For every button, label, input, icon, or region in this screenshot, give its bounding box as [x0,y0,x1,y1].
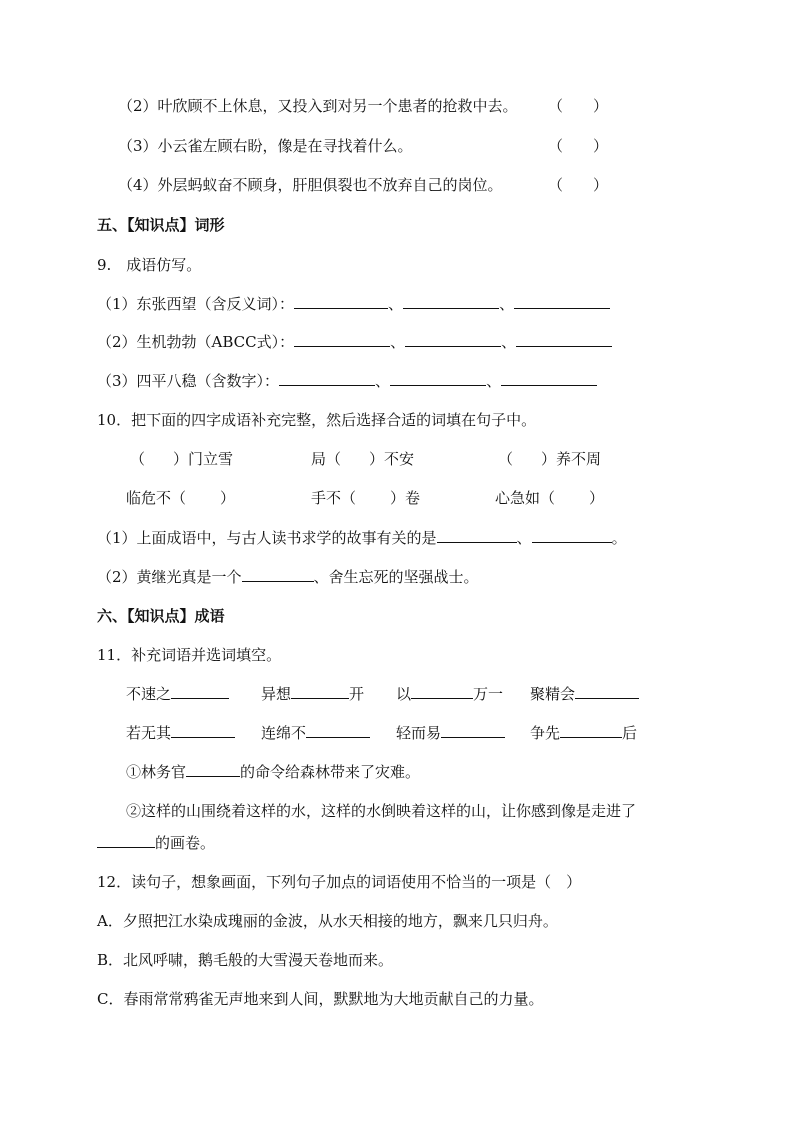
q10-idiom-1-post: ）门立雪 [173,450,234,468]
q8-item-2 [118,96,518,116]
q10-idiom-1-pre: （ [130,450,146,468]
q9-stem: 9. 成语仿写。 [97,256,202,274]
q10-sub-2-pre: （2）黄继光真是一个 [97,568,242,586]
q8-item-3-answer-paren[interactable]: （ ） [548,137,609,155]
q9-item-2-label: （2）生机勃勃（ABCC式）： [97,333,295,351]
q11-word-7-pre: 轻而易 [396,724,442,742]
section-5-title: 五、【知识点】词形 [97,216,225,234]
q11-word-8 [530,723,637,743]
q11-word-2 [261,684,364,704]
q11-sentence-2b-text: 的画卷。 [155,834,216,852]
q9-item-3-blank-2[interactable] [390,371,486,386]
q11-word-4-pre: 聚精会 [530,685,576,703]
q12-option-c[interactable]: C．春雨常常鸦雀无声地来到人间，默默地为大地贡献自己的力量。 [97,990,544,1008]
q10-idiom-2 [311,449,414,469]
q10-sub-2-blank[interactable] [242,567,314,582]
q11-sentence-1-post: 的命令给森林带来了灾难。 [240,763,421,781]
q11-word-6 [261,723,370,743]
q8-item-4 [118,175,503,195]
q8-item-2-text: （2）叶欣顾不上休息，又投入到对另一个患者的抢救中去。 [118,97,518,115]
q9-item-2-sep-2: 、 [501,333,517,351]
q10-idiom-6 [495,488,604,508]
q11-word-1 [126,684,229,704]
q9-item-2 [97,332,612,352]
q11-word-2-blank[interactable] [291,684,349,699]
q11-stem: 11．补充词语并选词填空。 [97,646,282,664]
q10-idiom-4-pre: 临危不（ [126,489,187,507]
q9-item-1-sep-1: 、 [388,295,404,313]
q9-item-1-sep-2: 、 [499,295,515,313]
q11-sentence-2b [97,833,215,853]
q10-sub-2-post: 、舍生忘死的坚强战士。 [313,568,479,586]
q10-idiom-5 [311,488,420,508]
q8-item-4-answer-paren[interactable]: （ ） [548,176,609,194]
q10-sub-1-blank-1[interactable] [437,528,517,543]
q10-idiom-3 [498,449,601,469]
q11-word-3-post: 万一 [473,685,504,703]
q10-sub-1-blank-2[interactable] [532,528,612,543]
q10-idiom-4-post: ） [220,489,236,507]
q11-word-4-blank[interactable] [575,684,639,699]
q11-word-5-blank[interactable] [171,723,235,738]
q8-item-3-text: （3）小云雀左顾右盼，像是在寻找着什么。 [118,137,413,155]
q9-item-1-label: （1）东张西望（含反义词）： [97,295,295,313]
section-6-title: 六、【知识点】成语 [97,607,225,625]
q11-word-6-pre: 连绵不 [261,724,307,742]
q8-item-3 [118,136,413,156]
q10-sub-1-end: 。 [611,529,627,547]
q10-sub-1 [97,528,627,548]
q10-idiom-5-pre: 手不（ [311,489,357,507]
q11-sentence-1-pre: ①林务官 [126,763,187,781]
q12-stem: 12．读句子，想象画面，下列句子加点的词语使用不恰当的一项是（ ） [97,873,582,891]
q9-item-3-sep-1: 、 [375,372,391,390]
q10-idiom-1 [130,449,233,469]
q10-sub-2 [97,567,479,587]
q11-word-7-blank[interactable] [441,723,505,738]
q9-item-2-blank-3[interactable] [516,332,612,347]
q9-item-1-blank-2[interactable] [403,294,499,309]
q9-item-3-sep-2: 、 [486,372,502,390]
q10-idiom-2-post: ）不安 [369,450,415,468]
q11-word-1-pre: 不速之 [126,685,172,703]
q10-idiom-6-pre: 心急如（ [495,489,556,507]
q9-item-3 [97,371,597,391]
q9-item-2-blank-2[interactable] [405,332,501,347]
q11-word-6-blank[interactable] [306,723,370,738]
q10-idiom-3-post: ）养不周 [541,450,602,468]
q10-idiom-5-post: ）卷 [390,489,421,507]
q11-word-3 [396,684,503,704]
q11-sentence-1-blank[interactable] [186,762,240,777]
q11-sentence-2-blank[interactable] [97,833,155,848]
q11-word-5-pre: 若无其 [126,724,172,742]
q11-word-8-blank[interactable] [560,723,622,738]
q9-item-1-blank-1[interactable] [294,294,388,309]
q11-word-2-pre: 异想 [261,685,292,703]
q12-option-b[interactable]: B．北风呼啸，鹅毛般的大雪漫天卷地而来。 [97,951,394,969]
q10-stem: 10．把下面的四字成语补充完整，然后选择合适的词填在句子中。 [97,411,537,429]
q8-item-2-answer-paren[interactable]: （ ） [548,97,609,115]
q10-sub-1-sep: 、 [516,529,532,547]
q11-word-7 [396,723,505,743]
q11-word-8-post: 后 [622,724,638,742]
q9-item-3-blank-1[interactable] [279,371,375,386]
q11-word-1-blank[interactable] [171,684,229,699]
q9-item-3-label: （3）四平八稳（含数字）： [97,372,280,390]
q11-word-2-post: 开 [349,685,365,703]
q9-item-2-sep-1: 、 [390,333,406,351]
q10-sub-1-text: （1）上面成语中，与古人读书求学的故事有关的是 [97,529,437,547]
q11-word-5 [126,723,235,743]
q11-word-8-pre: 争先 [530,724,561,742]
q11-word-3-pre: 以 [396,685,412,703]
q9-item-3-blank-3[interactable] [501,371,597,386]
q9-item-1-blank-3[interactable] [514,294,610,309]
q10-idiom-3-pre: （ [498,450,514,468]
q10-idiom-4 [126,488,235,508]
q11-word-4 [530,684,639,704]
q11-sentence-1 [126,762,420,782]
q9-item-2-blank-1[interactable] [294,332,390,347]
q9-item-1 [97,294,610,314]
q10-idiom-2-pre: 局（ [311,450,342,468]
q8-item-4-text: （4）外层蚂蚁奋不顾身，肝胆俱裂也不放弃自己的岗位。 [118,176,503,194]
q11-word-3-blank[interactable] [411,684,473,699]
q11-sentence-2a: ②这样的山围绕着这样的水，这样的水倒映着这样的山，让你感到像是走进了 [126,802,637,820]
q10-idiom-6-post: ） [589,489,605,507]
q12-option-a[interactable]: A．夕照把江水染成瑰丽的金波，从水天相接的地方，飘来几只归舟。 [97,912,558,930]
